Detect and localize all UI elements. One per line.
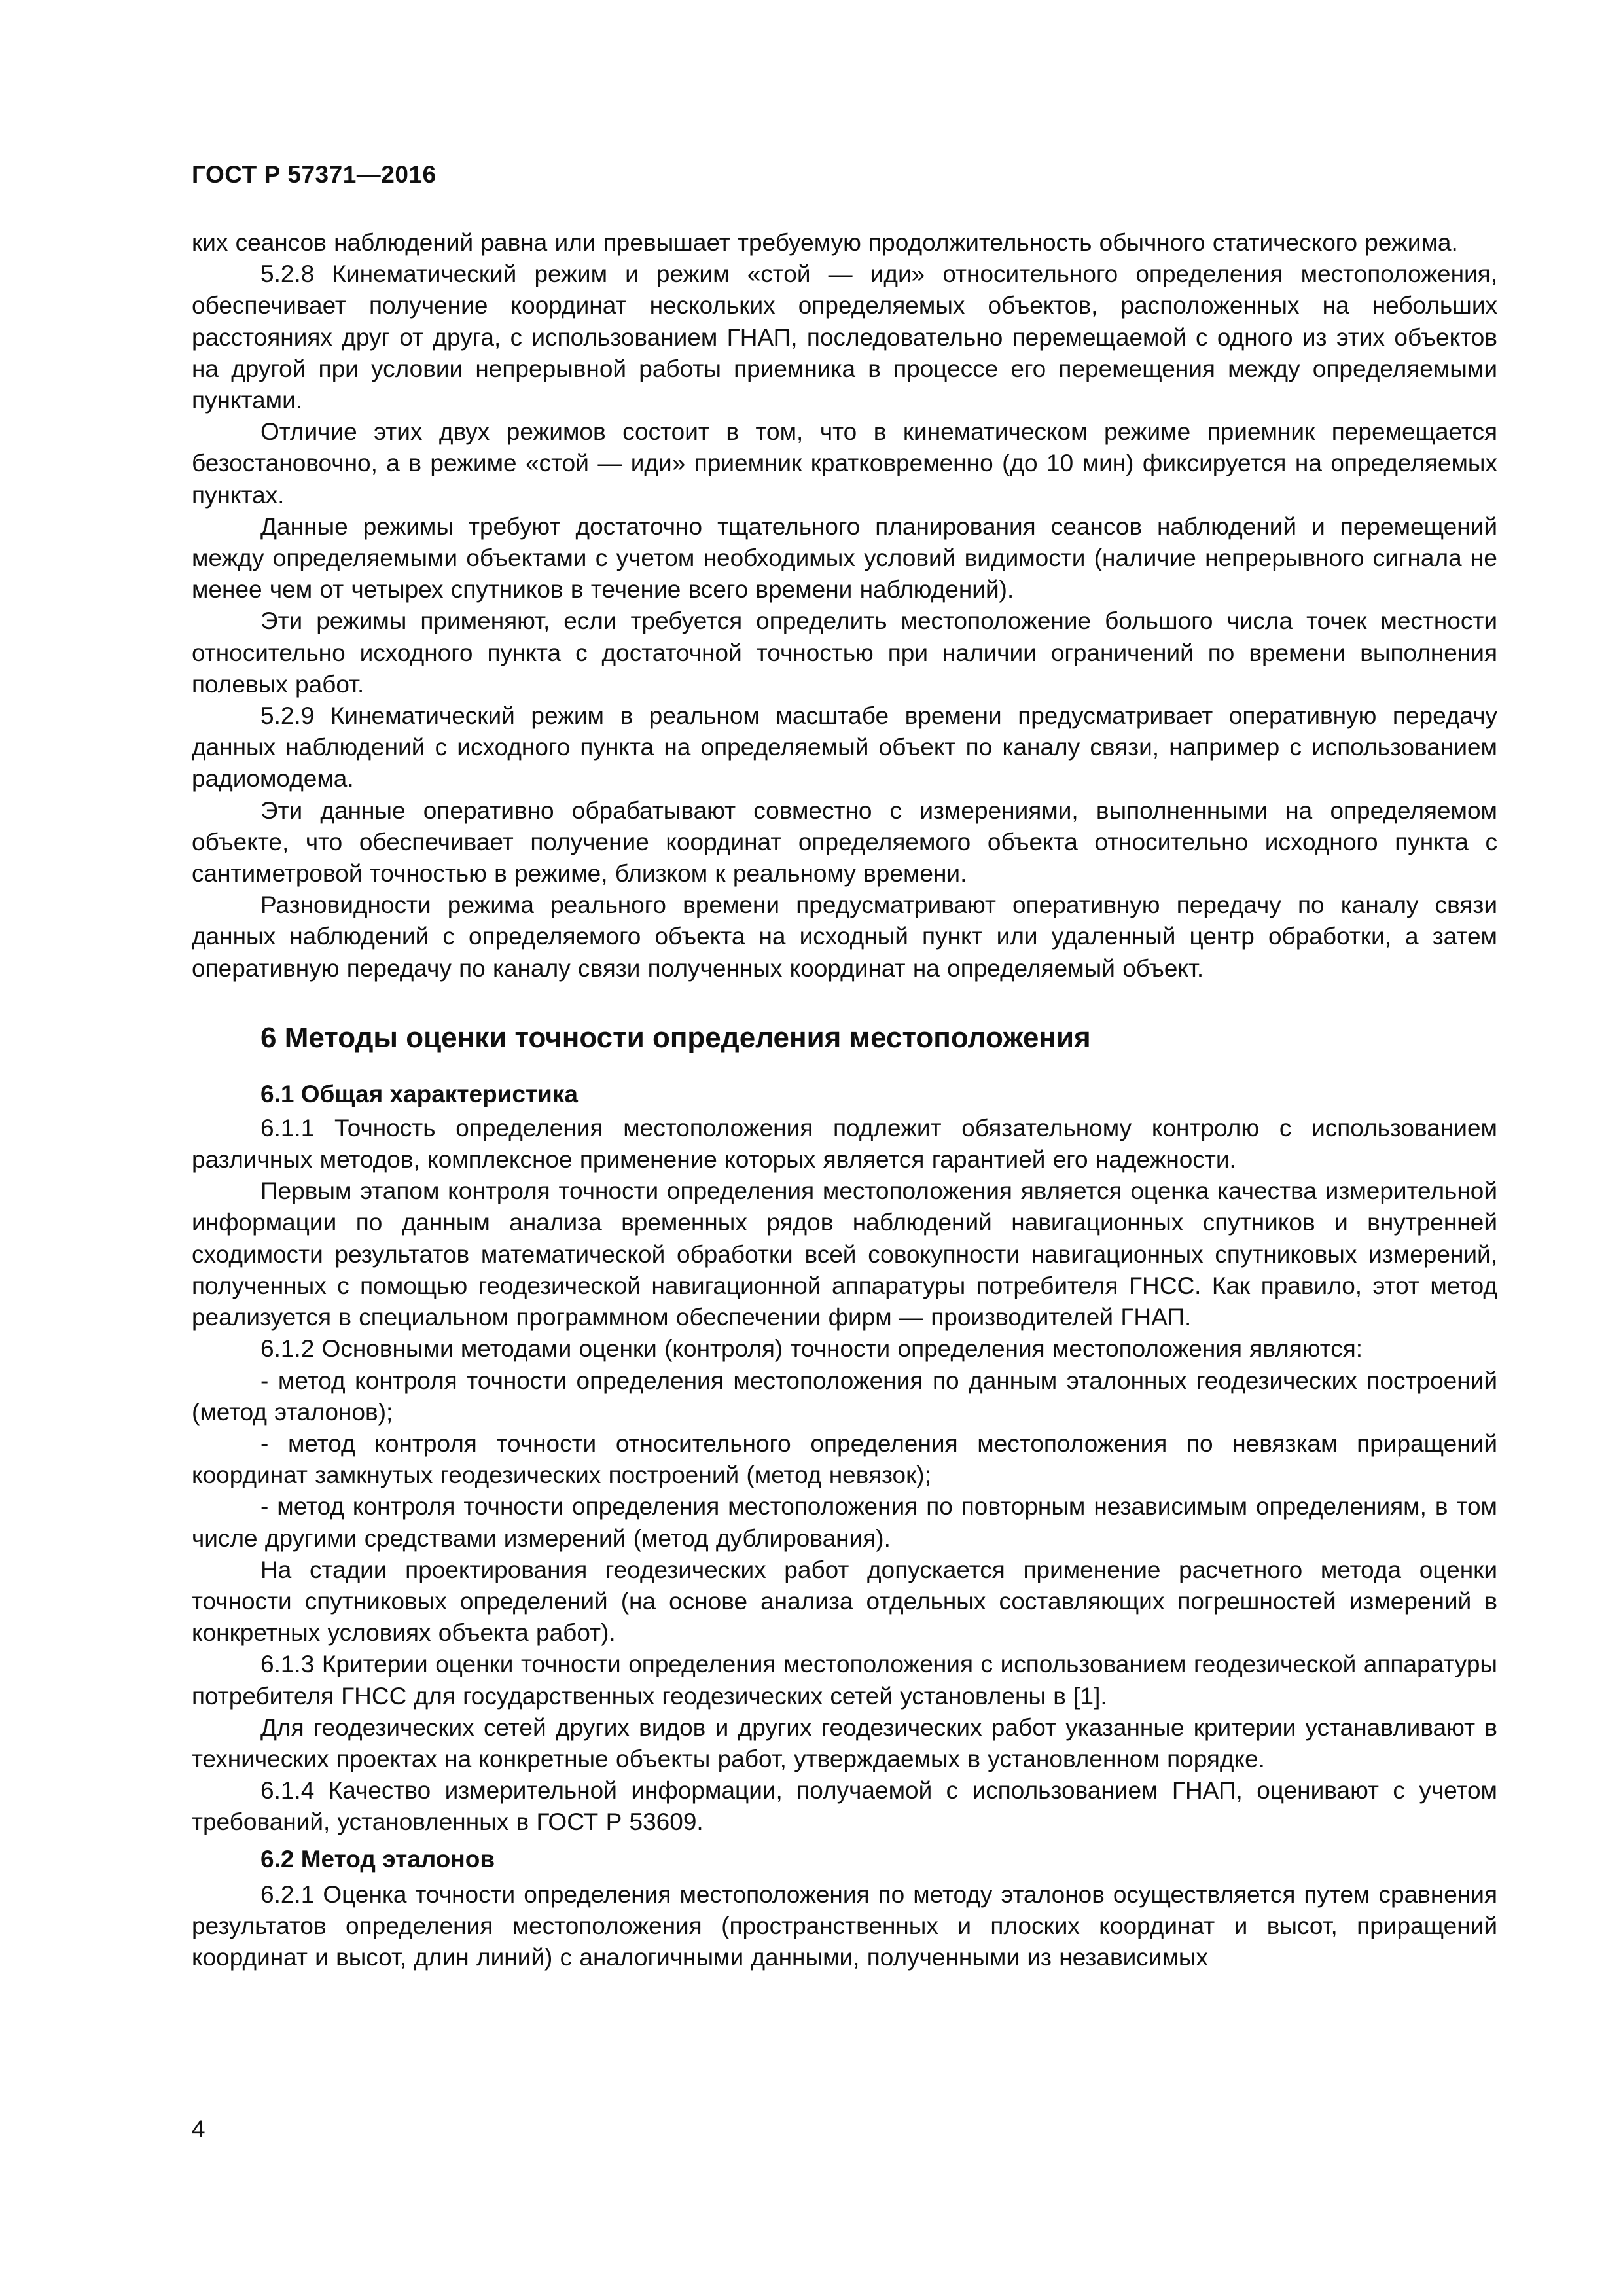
paragraph-6-1-2: 6.1.2 Основными методами оценки (контроля) точности определения местоположения являются:	[260, 1335, 1363, 1363]
standard-code-header: ГОСТ Р 57371—2016	[192, 161, 437, 188]
paragraph: Отличие этих двух режимов состоит в том, что в кинематическом режиме приемник перемещается безостановочно, а в режиме «стой — иди» приемник кратковременно (до 10 мин) фиксируется на определяемых пунктах.	[192, 418, 1497, 509]
paragraph: Данные режимы требуют достаточно тщательного планирования сеансов наблюдений и перемещений между определяемыми объектами с учетом необходимых условий видимости (наличие непрерывного сигнала не менее чем от четырех спутников в течение всего времени наблюдений).	[192, 512, 1497, 603]
paragraph: На стадии проектирования геодезических работ допускается применение расчетного метода оценки точности спутниковых определений (на основе анализа отдельных составляющих погрешностей измерений в конкретных условиях объекта работ).	[192, 1556, 1497, 1647]
paragraph: Эти данные оперативно обрабатывают совместно с измерениями, выполненными на определяемом объекте, что обеспечивает получение координат определяемого объекта относительно исходного пункта с сантиметровой точностью в режиме, близком к реальному времени.	[192, 797, 1497, 888]
list-item: - метод контроля точности относительного определения местоположения по невязкам приращений координат замкнутых геодезических построений (метод невязок);	[192, 1429, 1497, 1489]
section-6-heading: 6 Методы оценки точности определения местоположения	[260, 1021, 1091, 1054]
paragraph-6-1-1: 6.1.1 Точность определения местоположения подлежит обязательному контролю с использованием различных методов, комплексное применение которых является гарантией его надежности.	[192, 1114, 1497, 1174]
paragraph-continuation: ких сеансов наблюдений равна или превышает требуемую продолжительность обычного статического режима.	[192, 229, 1458, 256]
subsection-6-1-heading: 6.1 Общая характеристика	[260, 1080, 578, 1107]
paragraph: Для геодезических сетей других видов и других геодезических работ указанные критерии устанавливают в технических проектах на конкретные объекты работ, утверждаемых в установленном порядке.	[192, 1713, 1497, 1772]
paragraph-6-1-3: 6.1.3 Критерии оценки точности определения местоположения с использованием геодезической аппаратуры потребителя ГНСС для государственных геодезических сетей установлены в [1].	[192, 1651, 1497, 1710]
paragraph-6-1-4: 6.1.4 Качество измерительной информации, получаемой с использованием ГНАП, оценивают с учетом требований, установленных в ГОСТ Р 53609.	[192, 1777, 1497, 1836]
paragraph: Эти режимы применяют, если требуется определить местоположение большого числа точек местности относительно исходного пункта с достаточной точностью при наличии ограничений по времени выполнения полевых работ.	[192, 607, 1497, 698]
paragraph-5-2-8: 5.2.8 Кинематический режим и режим «стой — иди» относительного определения местоположения, обеспечивает получение координат нескольких определяемых объектов, расположенных на небольших расстояниях друг от друга, с использованием ГНАП, последовательно перемещаемой с одного из этих объектов на другой при условии непрерывной работы приемника в процессе его перемещения между определяемыми пунктами.	[192, 260, 1497, 414]
paragraph: Первым этапом контроля точности определения местоположения является оценка качества измерительной информации по данным анализа временных рядов наблюдений навигационных спутников и внутренней сходимости результатов математической обработки всей совокупности навигационных спутниковых измерений, полученных с помощью геодезической навигационной аппаратуры потребителя ГНСС. Как правило, этот метод реализуется в специальном программном обеспечении фирм — производителей ГНАП.	[192, 1177, 1497, 1331]
list-item: - метод контроля точности определения местоположения по данным эталонных геодезических построений (метод эталонов);	[192, 1367, 1497, 1426]
page-number: 4	[192, 2115, 205, 2142]
subsection-6-2-heading: 6.2 Метод эталонов	[260, 1845, 495, 1873]
list-item: - метод контроля точности определения местоположения по повторным независимым определениям, в том числе другими средствами измерений (метод дублирования).	[192, 1493, 1497, 1552]
page-body	[192, 227, 1497, 1973]
paragraph-5-2-9: 5.2.9 Кинематический режим в реальном масштабе времени предусматривает оперативную передачу данных наблюдений с исходного пункта на определяемый объект по каналу связи, например с использованием радиомодема.	[192, 702, 1497, 793]
paragraph-6-2-1: 6.2.1 Оценка точности определения местоположения по методу эталонов осуществляется путем сравнения результатов определения местоположения (пространственных и плоских координат и высот, приращений координат и высот, длин линий) с аналогичными данными, полученными из независимых	[192, 1880, 1497, 1971]
paragraph: Разновидности режима реального времени предусматривают оперативную передачу по каналу связи данных наблюдений с определяемого объекта на исходный пункт или удаленный центр обработки, а затем оперативную передачу по каналу связи полученных координат на определяемый объект.	[192, 891, 1497, 982]
